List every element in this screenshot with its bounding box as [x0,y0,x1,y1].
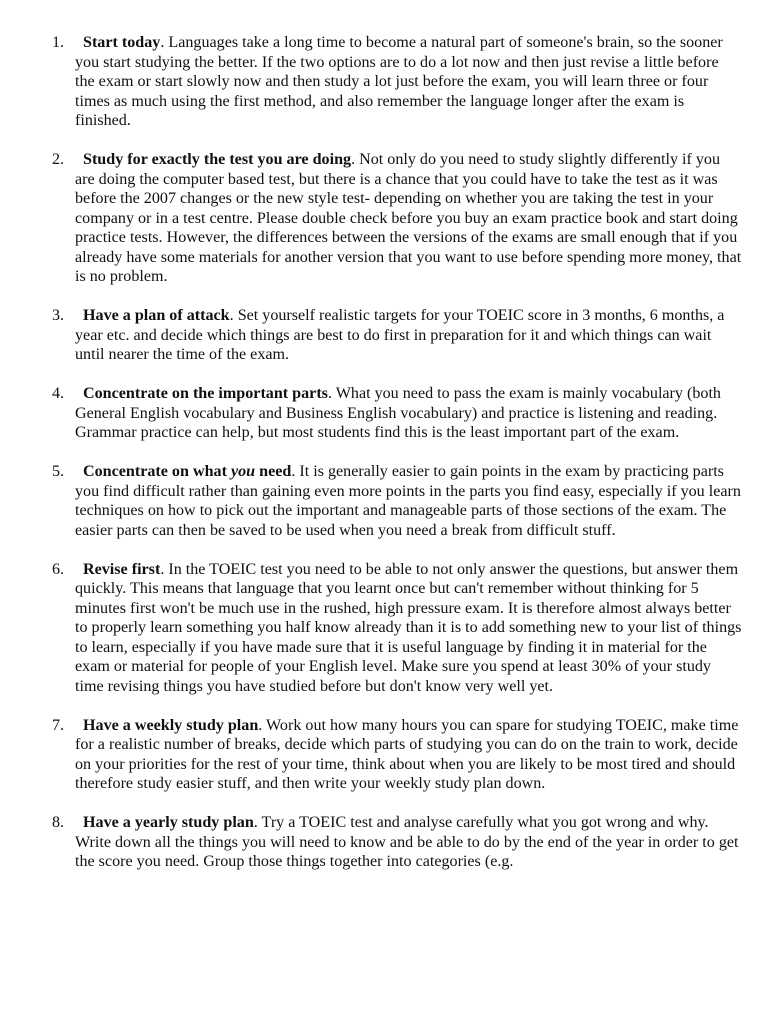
tip-body: . In the TOEIC test you need to be able to not only answer the questions, but answer them quickly. This means that language that you learnt once but can't remember without thinking for 5 minutes first won't be much use in the rushed, high pressure exam. It is therefore almost always better to properly learn something you half know already than it is to add something new to your list of things to learn, especially if you have made sure that it is useful language by finding it in material for the exam or material for people of your English level. Make sure you spend at least 30% of your study time revising things you have studied before but don't know very well yet. [75,560,742,695]
tip-body: . What you need to pass the exam is mainly vocabulary (both General English vocabulary and Business English vocabulary) and practice is listening and reading. Grammar practice can help, but most students find this is the least important part of the exam. [75,385,721,441]
tip-item-7 [0,716,768,794]
tips-list [0,33,768,891]
tip-item-6 [0,560,768,697]
tip-body: . Work out how many hours you can spare for studying TOEIC, make time for a realistic number of breaks, decide which parts of studying you can do on the train to work, decide on your priorities for the rest of your time, think about when you are likely to be most tired and should therefore study easier stuff, and then write your weekly study plan down. [75,716,739,792]
tip-number: 6. [52,560,65,578]
tip-title: Have a plan of attack [83,307,230,324]
tip-item-8 [0,813,768,872]
tip-number: 7. [52,716,65,734]
tip-number: 1. [52,34,65,51]
tip-title-emphasis: you [230,463,256,480]
tip-number: 3. [52,307,65,324]
tip-body: . Not only do you need to study slightly differently if you are doing the computer based test, but there is a chance that you could have to take the test as it was before the 2007 changes or the new style test- depending on whether you are taking the test in your company or in a test centre. Please double check before you buy an exam practice book and start doing practice tests. However, the differences between the versions of the exams are small enough that if you already have some materials for another version that you want to use before spending more money, that is no problem. [75,151,742,285]
tip-body: . Languages take a long time to become a natural part of someone's brain, so the sooner you start studying the better. If the two options are to do a lot now and then just revise a little before the exam or start slowly now and then study a lot just before the exam, you will learn three or four times as much using the first method, and also remember the language longer after the exam is finished. [75,34,723,129]
tip-item-4 [0,384,768,443]
tip-item-3 [0,306,768,365]
tip-title: Concentrate on the important parts [83,385,328,402]
tip-title [75,463,291,480]
tip-title: Have a weekly study plan [83,716,259,734]
tip-title-part: Concentrate on what [83,463,231,480]
tip-body: . Try a TOEIC test and analyse carefully what you got wrong and why. Write down all the things you will need to know and be able to do by the end of the year in order to get the score you need. Group those things together into categories (e.g. [75,814,739,870]
tip-number: 8. [52,814,65,831]
tip-item-5 [0,462,768,540]
tip-title-part: need [255,463,292,480]
tip-number: 4. [52,385,65,402]
tip-body: . It is generally easier to gain points in the exam by practicing parts you find difficult rather than gaining even more points in the parts you find easy, especially if you learn techniques on how to pick out the important and manageable parts of those sections of the exam. The easier parts can then be saved to be used when you need a break from difficult stuff. [75,463,741,539]
tip-body: . Set yourself realistic targets for your TOEIC score in 3 months, 6 months, a year etc. and decide which things are best to do first in preparation for it and which things can wait until nearer the time of the exam. [75,307,725,363]
tip-item-1 [0,33,768,131]
tip-title: Revise first [83,560,161,578]
tip-title: Have a yearly study plan [83,814,254,831]
tip-item-2 [0,150,768,287]
tip-number: 2. [52,151,65,168]
tip-number: 5. [52,463,65,480]
tip-title: Study for exactly the test you are doing [83,151,352,168]
tip-title: Start today [83,34,161,51]
